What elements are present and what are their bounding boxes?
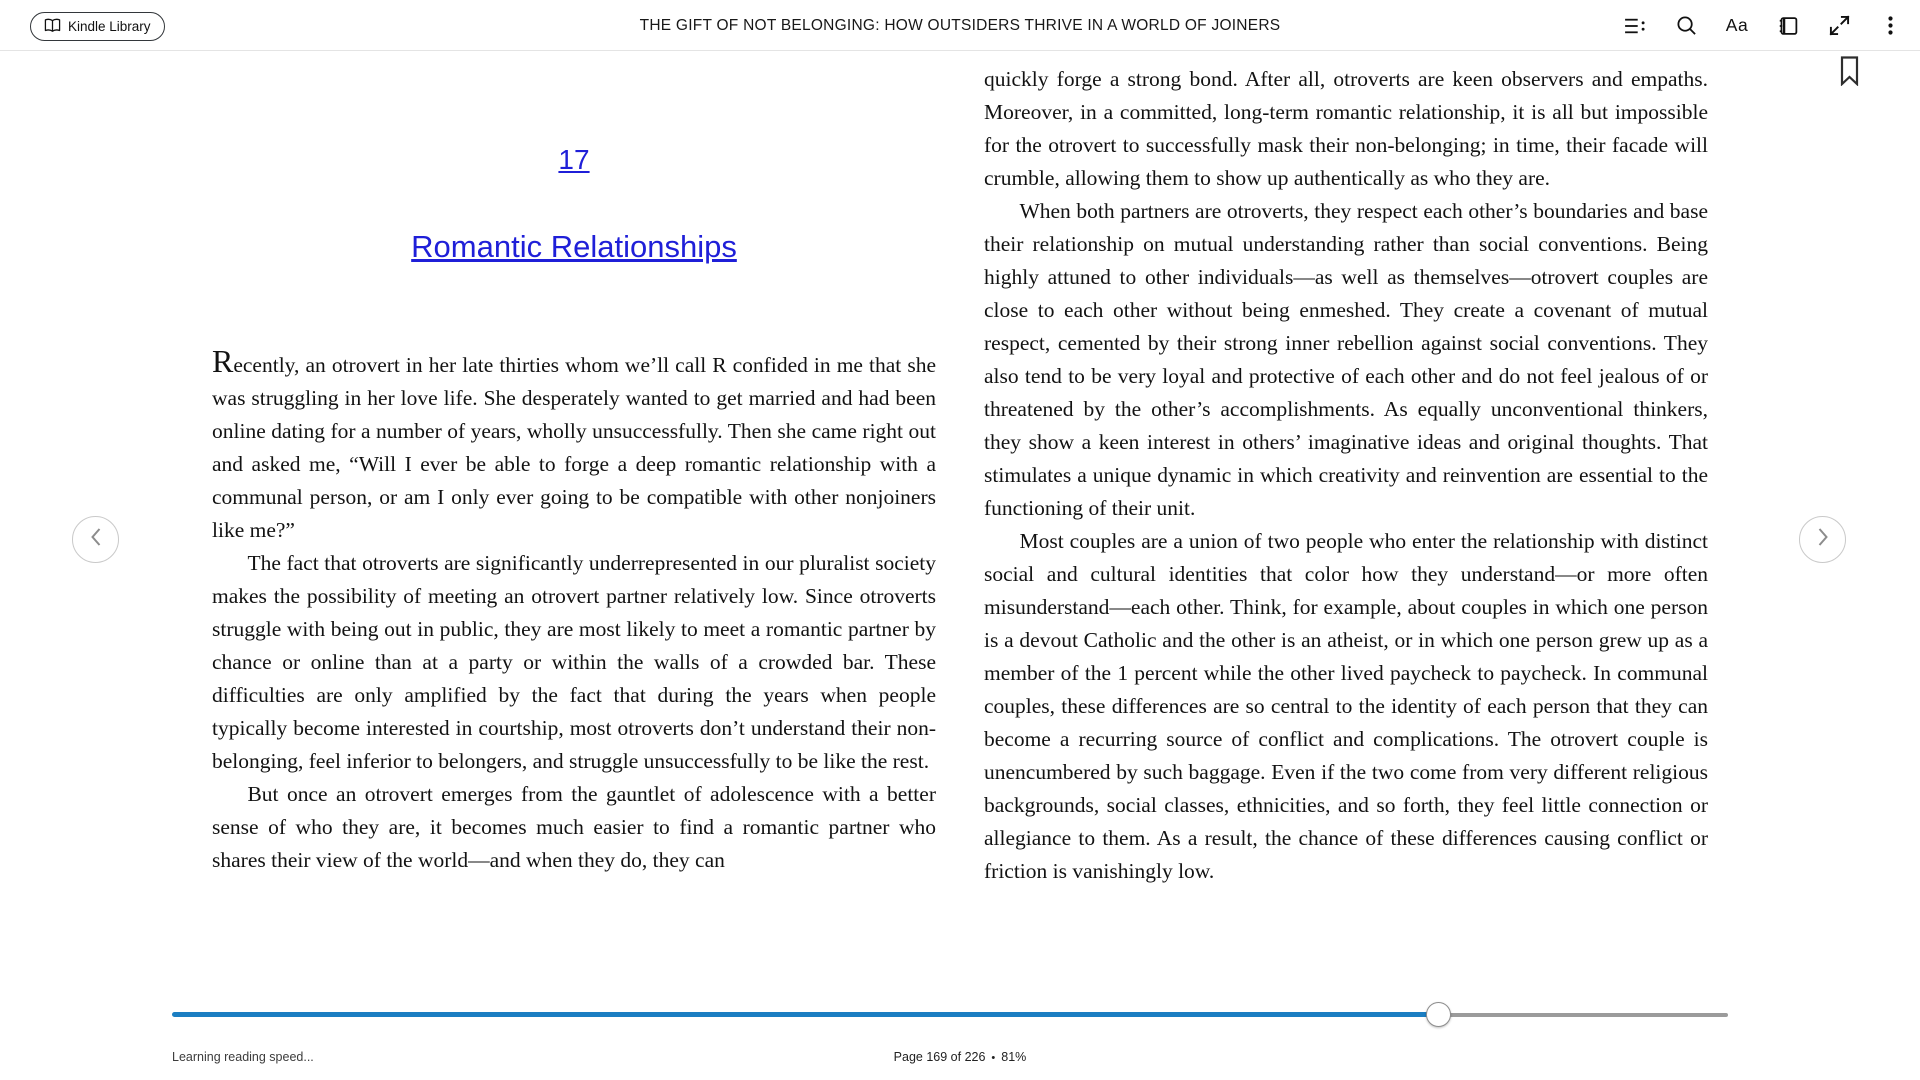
chapter-number-link[interactable]: 17 — [558, 144, 590, 175]
paragraph: The fact that otroverts are significantly underrepresented in our pluralist society makes the possibility of meeting an otrovert partner relatively low. Since otroverts struggle with being out in public, they are most likely to meet a romantic partner by chance or online than at a party or within the walls of a crowded bar. These difficulties are only amplified by the fact that during the years when people typically become interested in courtship, most otroverts don’t understand their non-belonging, feel inferior to belongers, and struggle unsuccessfully to be like the rest. — [212, 551, 936, 773]
paragraph — [212, 343, 936, 547]
more-menu-icon[interactable] — [1878, 14, 1902, 38]
reading-speed-status: Learning reading speed... — [172, 1050, 314, 1064]
annotations-icon[interactable] — [1623, 14, 1647, 38]
book-title: THE GIFT OF NOT BELONGING: HOW OUTSIDERS THRIVE IN A WORLD OF JOINERS — [639, 16, 1281, 34]
chevron-left-icon — [89, 527, 103, 552]
raised-initial: R — [212, 343, 234, 379]
kindle-library-label: Kindle Library — [68, 19, 151, 34]
paragraph: But once an otrovert emerges from the gauntlet of adolescence with a better sense of who they are, it becomes much easier to find a romantic partner who shares their view of the world—and when they do, they can — [212, 782, 936, 872]
page-right-column — [984, 51, 1708, 888]
font-settings-icon[interactable]: Aa — [1725, 15, 1749, 35]
chapter-title-link[interactable]: Romantic Relationships — [411, 229, 737, 264]
previous-page-button[interactable] — [72, 516, 119, 563]
page-left-column — [212, 51, 936, 877]
paragraph: When both partners are otroverts, they respect each other’s boundaries and base their relationship on mutual understanding rather than social conventions. Being highly attuned to other individuals—as well as themselves—otrovert couples are close to each other without being enmeshed. They create a covenant of mutual respect, cemented by their strong inner rebellion against social conventions. They also tend to be very loyal and protective of each other and do not feel jealous of or threatened by the other’s accomplishments. As equally unconventional thinkers, they show a keen interest in others’ imaginative ideas and original thoughts. That stimulates a unique dynamic in which creativity and reinvention are essential to the functioning of their unit. — [984, 199, 1708, 520]
page-layout-icon[interactable] — [1776, 14, 1800, 38]
bookmark-icon[interactable] — [1840, 56, 1859, 91]
paragraph-text: ecently, an otrovert in her late thirties whom we’ll call R confided in me that she was struggling in her love life. She desperately wanted to get married and had been online dating for a number of years, wholly unsuccessfully. Then she came right out and asked me, “Will I ever be able to forge a deep romantic relationship with a communal person, or am I only ever going to be compatible with other nonjoiners like me?” — [212, 353, 936, 542]
progress-bar-track[interactable] — [1438, 1013, 1728, 1017]
progress-bar-filled[interactable] — [172, 1012, 1438, 1017]
fullscreen-icon[interactable] — [1827, 14, 1851, 38]
paragraph: quickly forge a strong bond. After all, otroverts are keen observers and empaths. Moreover, in a committed, long-term romantic relationship, it is all but impossible for the otrovert to successfully mask their non-belonging; in time, their facade will crumble, allowing them to show up authentically as who they are. — [984, 67, 1708, 190]
percent-label: 81% — [1001, 1050, 1027, 1064]
search-icon[interactable] — [1674, 14, 1698, 38]
paragraph: Most couples are a union of two people who enter the relationship with distinct social and cultural identities that color how they understand—or more often misunderstand—each other. Think, for example, about couples in which one person is a devout Catholic and the other is an atheist, or in which one person grew up as a member of the 1 percent while the other lived paycheck to paycheck. In communal couples, these differences are so central to the identity of each person that they can become a recurring source of conflict and complications. The otrovert couple is unencumbered by such baggage. Even if the two come from very different religious backgrounds, social classes, ethnicities, and so forth, they feel little connection or allegiance to them. As a result, the chance of these differences causing conflict or friction is vanishingly low. — [984, 529, 1708, 883]
page-position-label — [0, 1050, 1920, 1064]
progress-slider-handle[interactable] — [1426, 1002, 1451, 1027]
bullet-separator: • — [991, 1052, 996, 1064]
next-page-button[interactable] — [1799, 516, 1846, 563]
chevron-right-icon — [1816, 527, 1830, 552]
toolbar-icons — [1623, 0, 1902, 51]
top-toolbar — [0, 0, 1920, 51]
page-number-label: Page 169 of 226 — [893, 1050, 986, 1064]
